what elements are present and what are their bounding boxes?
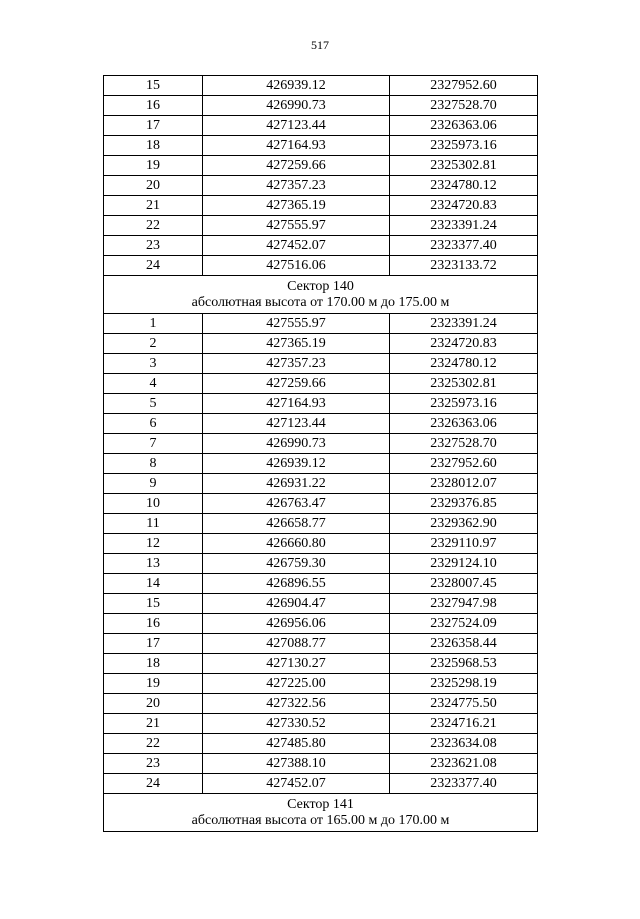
point-number-cell: 7 <box>104 434 203 454</box>
point-number-cell: 24 <box>104 774 203 794</box>
x-coordinate-cell: 427259.66 <box>203 374 390 394</box>
page-number: 517 <box>311 38 329 52</box>
sector-140-header <box>104 276 538 314</box>
point-number-cell: 17 <box>104 116 203 136</box>
point-number-cell: 1 <box>104 314 203 334</box>
table-row <box>104 76 538 96</box>
x-coordinate-cell: 426658.77 <box>203 514 390 534</box>
table-row <box>104 774 538 794</box>
point-number-cell: 2 <box>104 334 203 354</box>
y-coordinate-cell: 2324780.12 <box>390 176 538 196</box>
sector-141-header <box>104 794 538 832</box>
table-row <box>104 674 538 694</box>
y-coordinate-cell: 2328007.45 <box>390 574 538 594</box>
x-coordinate-cell: 426763.47 <box>203 494 390 514</box>
table-row <box>104 534 538 554</box>
point-number-cell: 22 <box>104 734 203 754</box>
y-coordinate-cell: 2327528.70 <box>390 96 538 116</box>
table-row <box>104 614 538 634</box>
point-number-cell: 22 <box>104 216 203 236</box>
y-coordinate-cell: 2323377.40 <box>390 774 538 794</box>
x-coordinate-cell: 427225.00 <box>203 674 390 694</box>
table-row <box>104 116 538 136</box>
table-row <box>104 216 538 236</box>
x-coordinate-cell: 427259.66 <box>203 156 390 176</box>
x-coordinate-cell: 426660.80 <box>203 534 390 554</box>
y-coordinate-cell: 2327524.09 <box>390 614 538 634</box>
x-coordinate-cell: 427555.97 <box>203 314 390 334</box>
table-row <box>104 574 538 594</box>
x-coordinate-cell: 426990.73 <box>203 434 390 454</box>
point-number-cell: 20 <box>104 176 203 196</box>
point-number-cell: 21 <box>104 714 203 734</box>
x-coordinate-cell: 427088.77 <box>203 634 390 654</box>
x-coordinate-cell: 426904.47 <box>203 594 390 614</box>
point-number-cell: 20 <box>104 694 203 714</box>
x-coordinate-cell: 426939.12 <box>203 454 390 474</box>
y-coordinate-cell: 2325298.19 <box>390 674 538 694</box>
y-coordinate-cell: 2329124.10 <box>390 554 538 574</box>
y-coordinate-cell: 2324716.21 <box>390 714 538 734</box>
point-number-cell: 13 <box>104 554 203 574</box>
point-number-cell: 12 <box>104 534 203 554</box>
x-coordinate-cell: 427330.52 <box>203 714 390 734</box>
table-row <box>104 454 538 474</box>
x-coordinate-cell: 427452.07 <box>203 774 390 794</box>
y-coordinate-cell: 2323133.72 <box>390 256 538 276</box>
y-coordinate-cell: 2325302.81 <box>390 374 538 394</box>
point-number-cell: 15 <box>104 76 203 96</box>
y-coordinate-cell: 2323377.40 <box>390 236 538 256</box>
x-coordinate-cell: 427365.19 <box>203 334 390 354</box>
sector-altitude-range: абсолютная высота от 165.00 м до 170.00 м <box>191 812 450 828</box>
y-coordinate-cell: 2329110.97 <box>390 534 538 554</box>
sector-header-cell <box>104 276 538 314</box>
x-coordinate-cell: 427164.93 <box>203 394 390 414</box>
x-coordinate-cell: 426956.06 <box>203 614 390 634</box>
point-number-cell: 14 <box>104 574 203 594</box>
point-number-cell: 5 <box>104 394 203 414</box>
x-coordinate-cell: 426931.22 <box>203 474 390 494</box>
y-coordinate-cell: 2324780.12 <box>390 354 538 374</box>
point-number-cell: 24 <box>104 256 203 276</box>
y-coordinate-cell: 2326358.44 <box>390 634 538 654</box>
x-coordinate-cell: 426896.55 <box>203 574 390 594</box>
point-number-cell: 15 <box>104 594 203 614</box>
table-row <box>104 156 538 176</box>
table-row <box>104 96 538 116</box>
y-coordinate-cell: 2329376.85 <box>390 494 538 514</box>
y-coordinate-cell: 2327528.70 <box>390 434 538 454</box>
table-row <box>104 176 538 196</box>
coordinates-table-body <box>104 76 538 832</box>
point-number-cell: 9 <box>104 474 203 494</box>
table-row <box>104 314 538 334</box>
table-row <box>104 394 538 414</box>
point-number-cell: 16 <box>104 96 203 116</box>
x-coordinate-cell: 427322.56 <box>203 694 390 714</box>
y-coordinate-cell: 2327952.60 <box>390 76 538 96</box>
sector-header-cell <box>104 794 538 832</box>
point-number-cell: 18 <box>104 136 203 156</box>
sector-altitude-range: абсолютная высота от 170.00 м до 175.00 м <box>191 294 450 310</box>
point-number-cell: 23 <box>104 236 203 256</box>
x-coordinate-cell: 427357.23 <box>203 354 390 374</box>
x-coordinate-cell: 427555.97 <box>203 216 390 236</box>
table-row <box>104 494 538 514</box>
table-row <box>104 554 538 574</box>
point-number-cell: 8 <box>104 454 203 474</box>
y-coordinate-cell: 2323621.08 <box>390 754 538 774</box>
table-row <box>104 634 538 654</box>
point-number-cell: 6 <box>104 414 203 434</box>
table-row <box>104 694 538 714</box>
point-number-cell: 23 <box>104 754 203 774</box>
sector-title: Сектор 141 <box>287 796 354 812</box>
point-number-cell: 19 <box>104 674 203 694</box>
table-row <box>104 256 538 276</box>
y-coordinate-cell: 2324720.83 <box>390 334 538 354</box>
y-coordinate-cell: 2325973.16 <box>390 136 538 156</box>
point-number-cell: 18 <box>104 654 203 674</box>
x-coordinate-cell: 427365.19 <box>203 196 390 216</box>
y-coordinate-cell: 2327947.98 <box>390 594 538 614</box>
table-row <box>104 714 538 734</box>
table-row <box>104 654 538 674</box>
point-number-cell: 19 <box>104 156 203 176</box>
x-coordinate-cell: 427123.44 <box>203 414 390 434</box>
point-number-cell: 16 <box>104 614 203 634</box>
x-coordinate-cell: 427388.10 <box>203 754 390 774</box>
point-number-cell: 3 <box>104 354 203 374</box>
y-coordinate-cell: 2326363.06 <box>390 116 538 136</box>
y-coordinate-cell: 2326363.06 <box>390 414 538 434</box>
y-coordinate-cell: 2325973.16 <box>390 394 538 414</box>
y-coordinate-cell: 2324720.83 <box>390 196 538 216</box>
y-coordinate-cell: 2325302.81 <box>390 156 538 176</box>
table-row <box>104 196 538 216</box>
table-row <box>104 514 538 534</box>
table-row <box>104 594 538 614</box>
x-coordinate-cell: 426990.73 <box>203 96 390 116</box>
sector-title: Сектор 140 <box>287 278 354 294</box>
point-number-cell: 11 <box>104 514 203 534</box>
x-coordinate-cell: 427516.06 <box>203 256 390 276</box>
y-coordinate-cell: 2323634.08 <box>390 734 538 754</box>
point-number-cell: 21 <box>104 196 203 216</box>
x-coordinate-cell: 427123.44 <box>203 116 390 136</box>
x-coordinate-cell: 427130.27 <box>203 654 390 674</box>
table-row <box>104 434 538 454</box>
x-coordinate-cell: 427357.23 <box>203 176 390 196</box>
table-row <box>104 754 538 774</box>
table-row <box>104 474 538 494</box>
x-coordinate-cell: 427164.93 <box>203 136 390 156</box>
y-coordinate-cell: 2327952.60 <box>390 454 538 474</box>
table-row <box>104 136 538 156</box>
table-row <box>104 414 538 434</box>
table-row <box>104 334 538 354</box>
y-coordinate-cell: 2328012.07 <box>390 474 538 494</box>
table-row <box>104 374 538 394</box>
y-coordinate-cell: 2323391.24 <box>390 216 538 236</box>
point-number-cell: 17 <box>104 634 203 654</box>
x-coordinate-cell: 427452.07 <box>203 236 390 256</box>
y-coordinate-cell: 2329362.90 <box>390 514 538 534</box>
table-row <box>104 354 538 374</box>
y-coordinate-cell: 2325968.53 <box>390 654 538 674</box>
point-number-cell: 4 <box>104 374 203 394</box>
table-row <box>104 734 538 754</box>
y-coordinate-cell: 2323391.24 <box>390 314 538 334</box>
x-coordinate-cell: 426939.12 <box>203 76 390 96</box>
y-coordinate-cell: 2324775.50 <box>390 694 538 714</box>
point-number-cell: 10 <box>104 494 203 514</box>
x-coordinate-cell: 426759.30 <box>203 554 390 574</box>
coordinates-table <box>103 75 538 832</box>
table-row <box>104 236 538 256</box>
x-coordinate-cell: 427485.80 <box>203 734 390 754</box>
